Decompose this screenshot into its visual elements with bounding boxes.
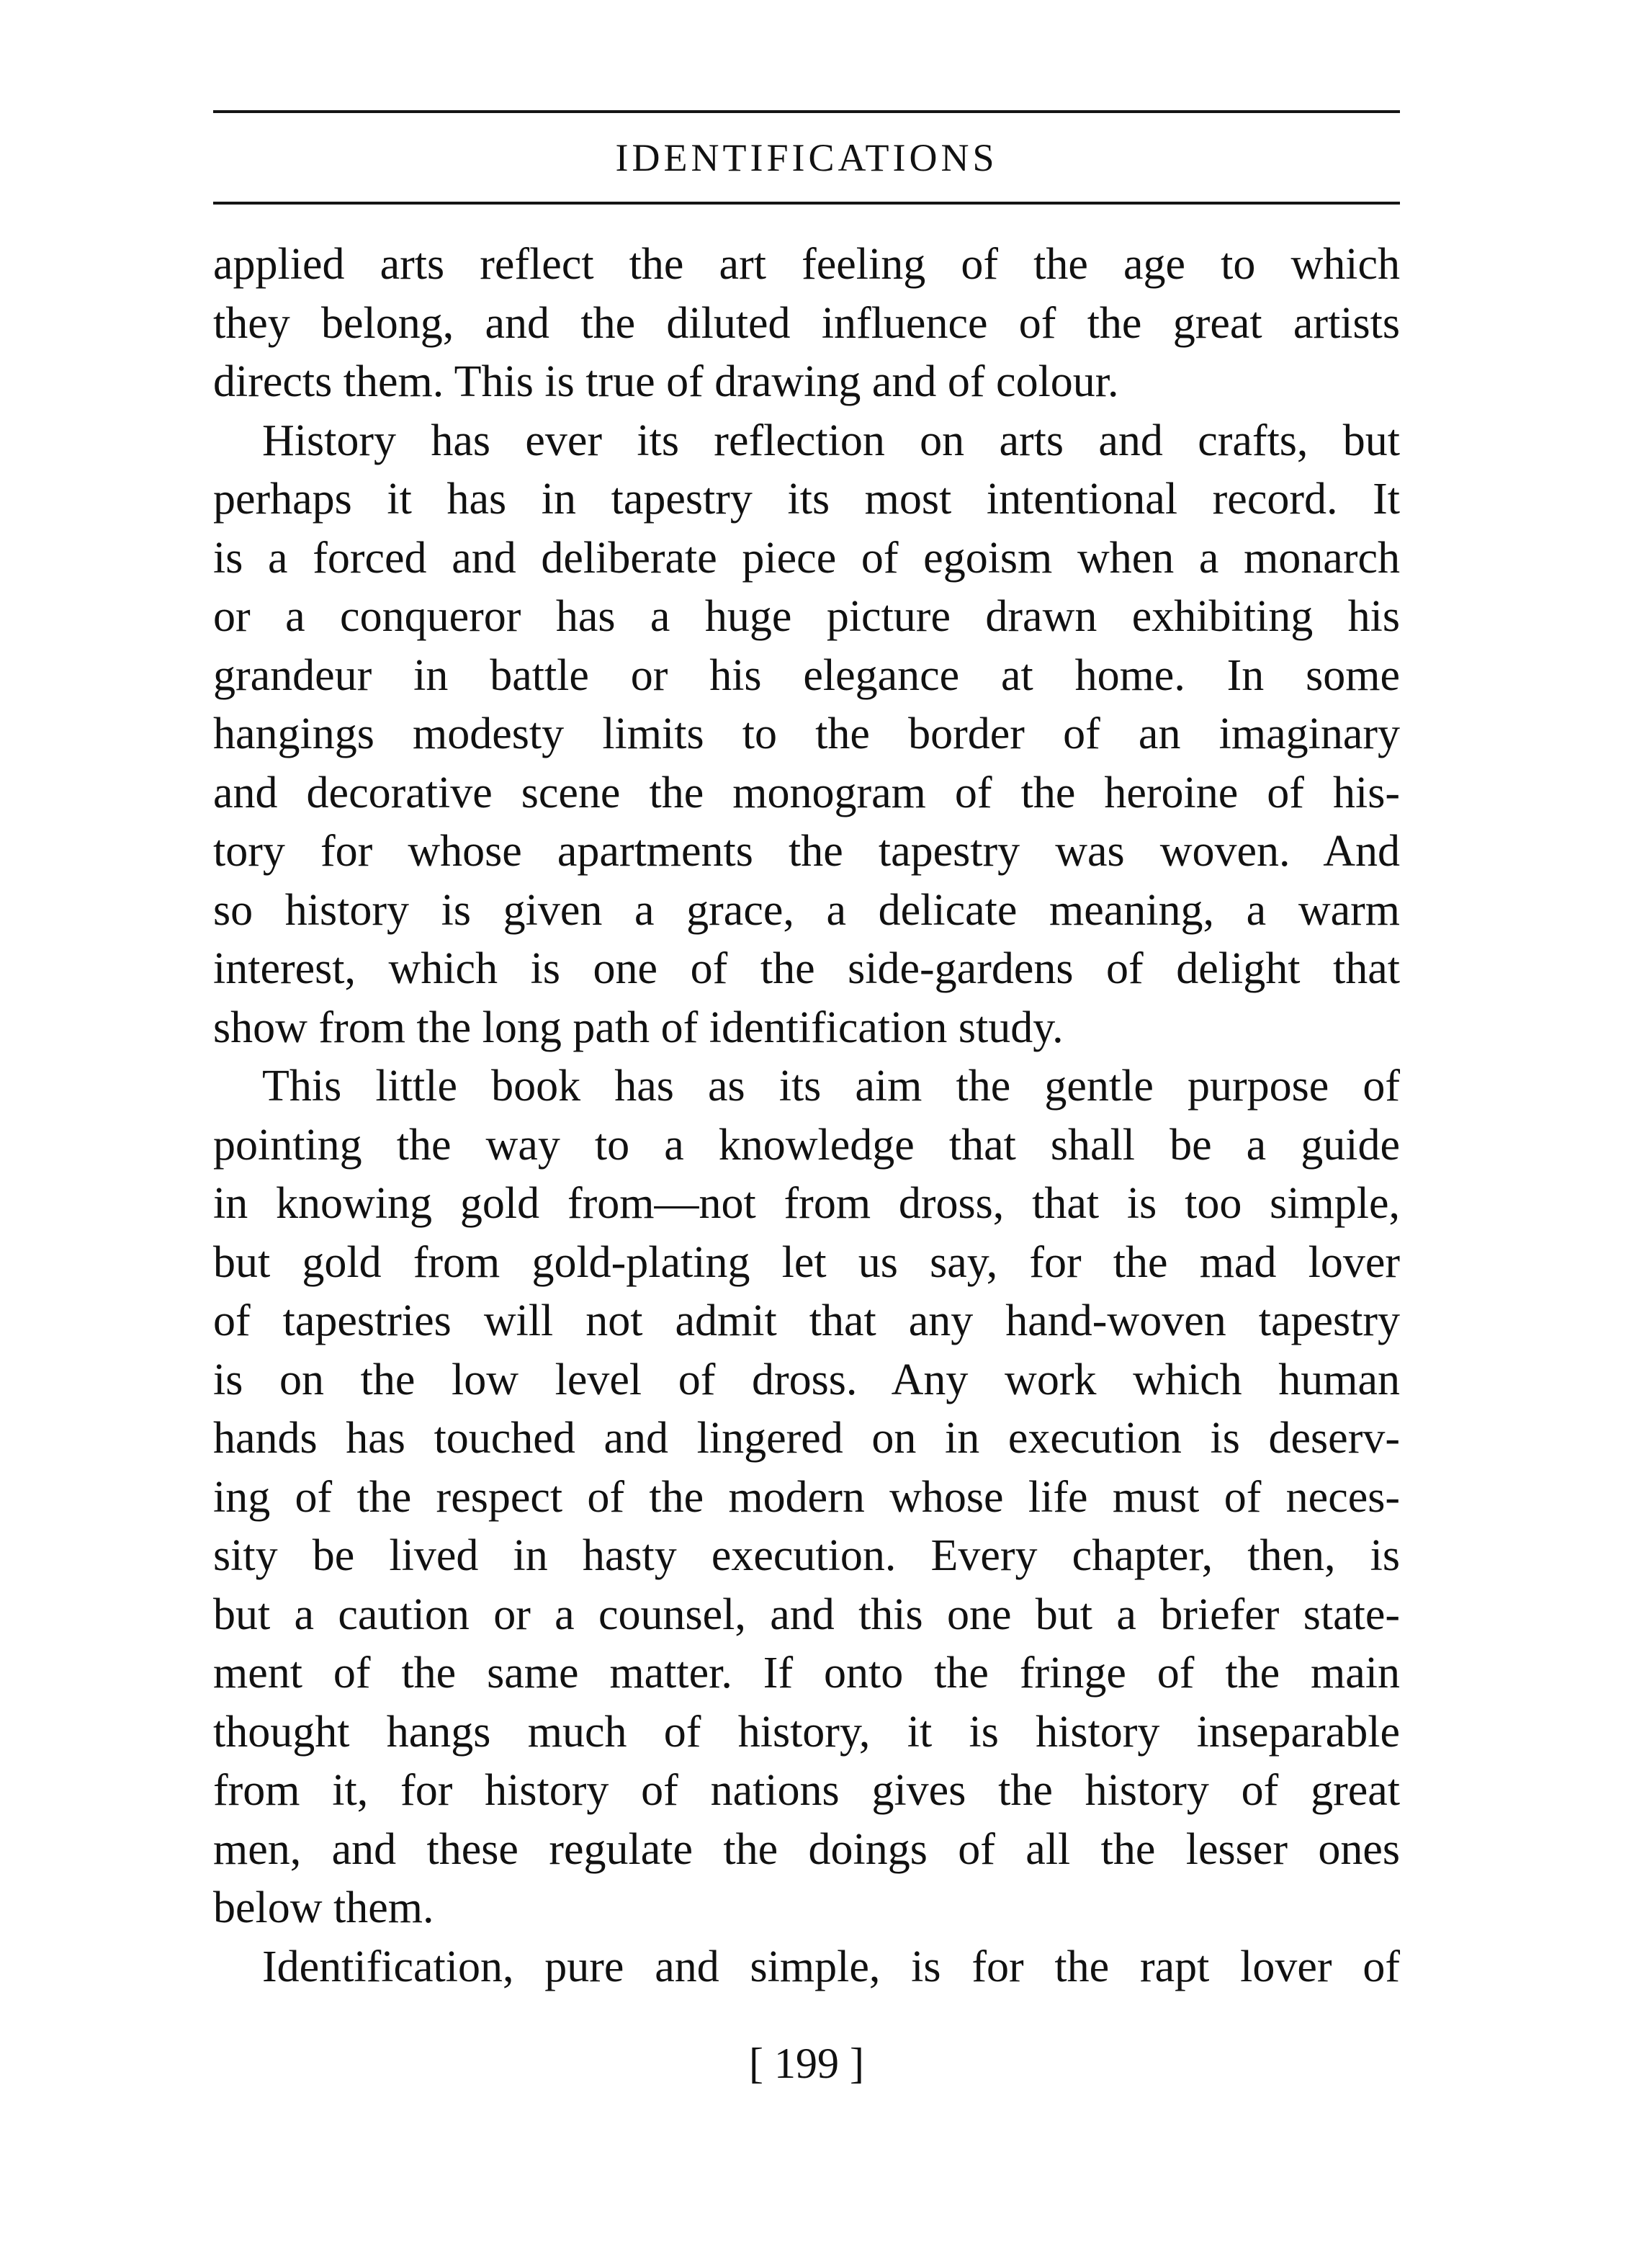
text-line: Identification, pure and simple, is for the rapt lover of: [262, 1942, 1400, 1991]
text-line: or a conqueror has a huge picture drawn exhibiting his: [213, 592, 1400, 641]
text-line: in knowing gold from—not from dross, that is too simple,: [213, 1179, 1400, 1228]
text-line: perhaps it has in tapestry its most intentional record. It: [213, 475, 1400, 524]
text-line: men, and these regulate the doings of all the lesser ones: [213, 1824, 1400, 1874]
text-line: sity be lived in hasty execution. Every chapter, then, is: [213, 1531, 1400, 1580]
text-line: ing of the respect of the modern whose life must of neces-: [213, 1472, 1400, 1522]
text-line: below them.: [213, 1883, 434, 1932]
text-line: tory for whose apartments the tapestry was woven. And: [213, 827, 1400, 876]
text-line: History has ever its reflection on arts and crafts, but: [262, 416, 1400, 465]
text-line: so history is given a grace, a delicate meaning, a warm: [213, 885, 1400, 935]
paragraph: [213, 236, 1400, 412]
text-line: applied arts reflect the art feeling of the age to which: [213, 240, 1400, 289]
text-line: and decorative scene the monogram of the heroine of his-: [213, 768, 1400, 817]
text-line: but a caution or a counsel, and this one but a briefer state-: [213, 1589, 1400, 1639]
text-line: interest, which is one of the side-gardens of delight that: [213, 944, 1400, 993]
text-line: thought hangs much of history, it is history inseparable: [213, 1707, 1400, 1757]
text-line: is on the low level of dross. Any work which human: [213, 1355, 1400, 1404]
text-line: directs them. This is true of drawing and of colour.: [213, 357, 1119, 406]
text-line: of tapestries will not admit that any hand-woven tapestry: [213, 1296, 1400, 1345]
body-text: [213, 236, 1400, 1996]
text-line: from it, for history of nations gives the history of great: [213, 1766, 1400, 1815]
text-line: is a forced and deliberate piece of egoism when a monarch: [213, 533, 1400, 583]
text-line: hands has touched and lingered on in execution is deserv-: [213, 1414, 1400, 1463]
text-line: hangings modesty limits to the border of an imaginary: [213, 709, 1400, 758]
text-line: ment of the same matter. If onto the fringe of the main: [213, 1649, 1400, 1698]
text-line: show from the long path of identification study.: [213, 1003, 1064, 1052]
text-line: pointing the way to a knowledge that shall be a guide: [213, 1120, 1400, 1170]
text-line: but gold from gold-plating let us say, for the mad lover: [213, 1237, 1400, 1287]
header-rule-top: [213, 110, 1400, 113]
page-number: [ 199 ]: [749, 2040, 864, 2087]
paragraph: [213, 1938, 1400, 1997]
header-rule-bottom: [213, 202, 1400, 205]
paragraph: [213, 1057, 1400, 1938]
text-line: grandeur in battle or his elegance at home. In some: [213, 650, 1400, 700]
running-head: IDENTIFICATIONS: [615, 136, 998, 179]
paragraph: [213, 412, 1400, 1058]
text-line: they belong, and the diluted influence of the great artists: [213, 298, 1400, 348]
text-line: This little book has as its aim the gentle purpose of: [262, 1062, 1400, 1111]
